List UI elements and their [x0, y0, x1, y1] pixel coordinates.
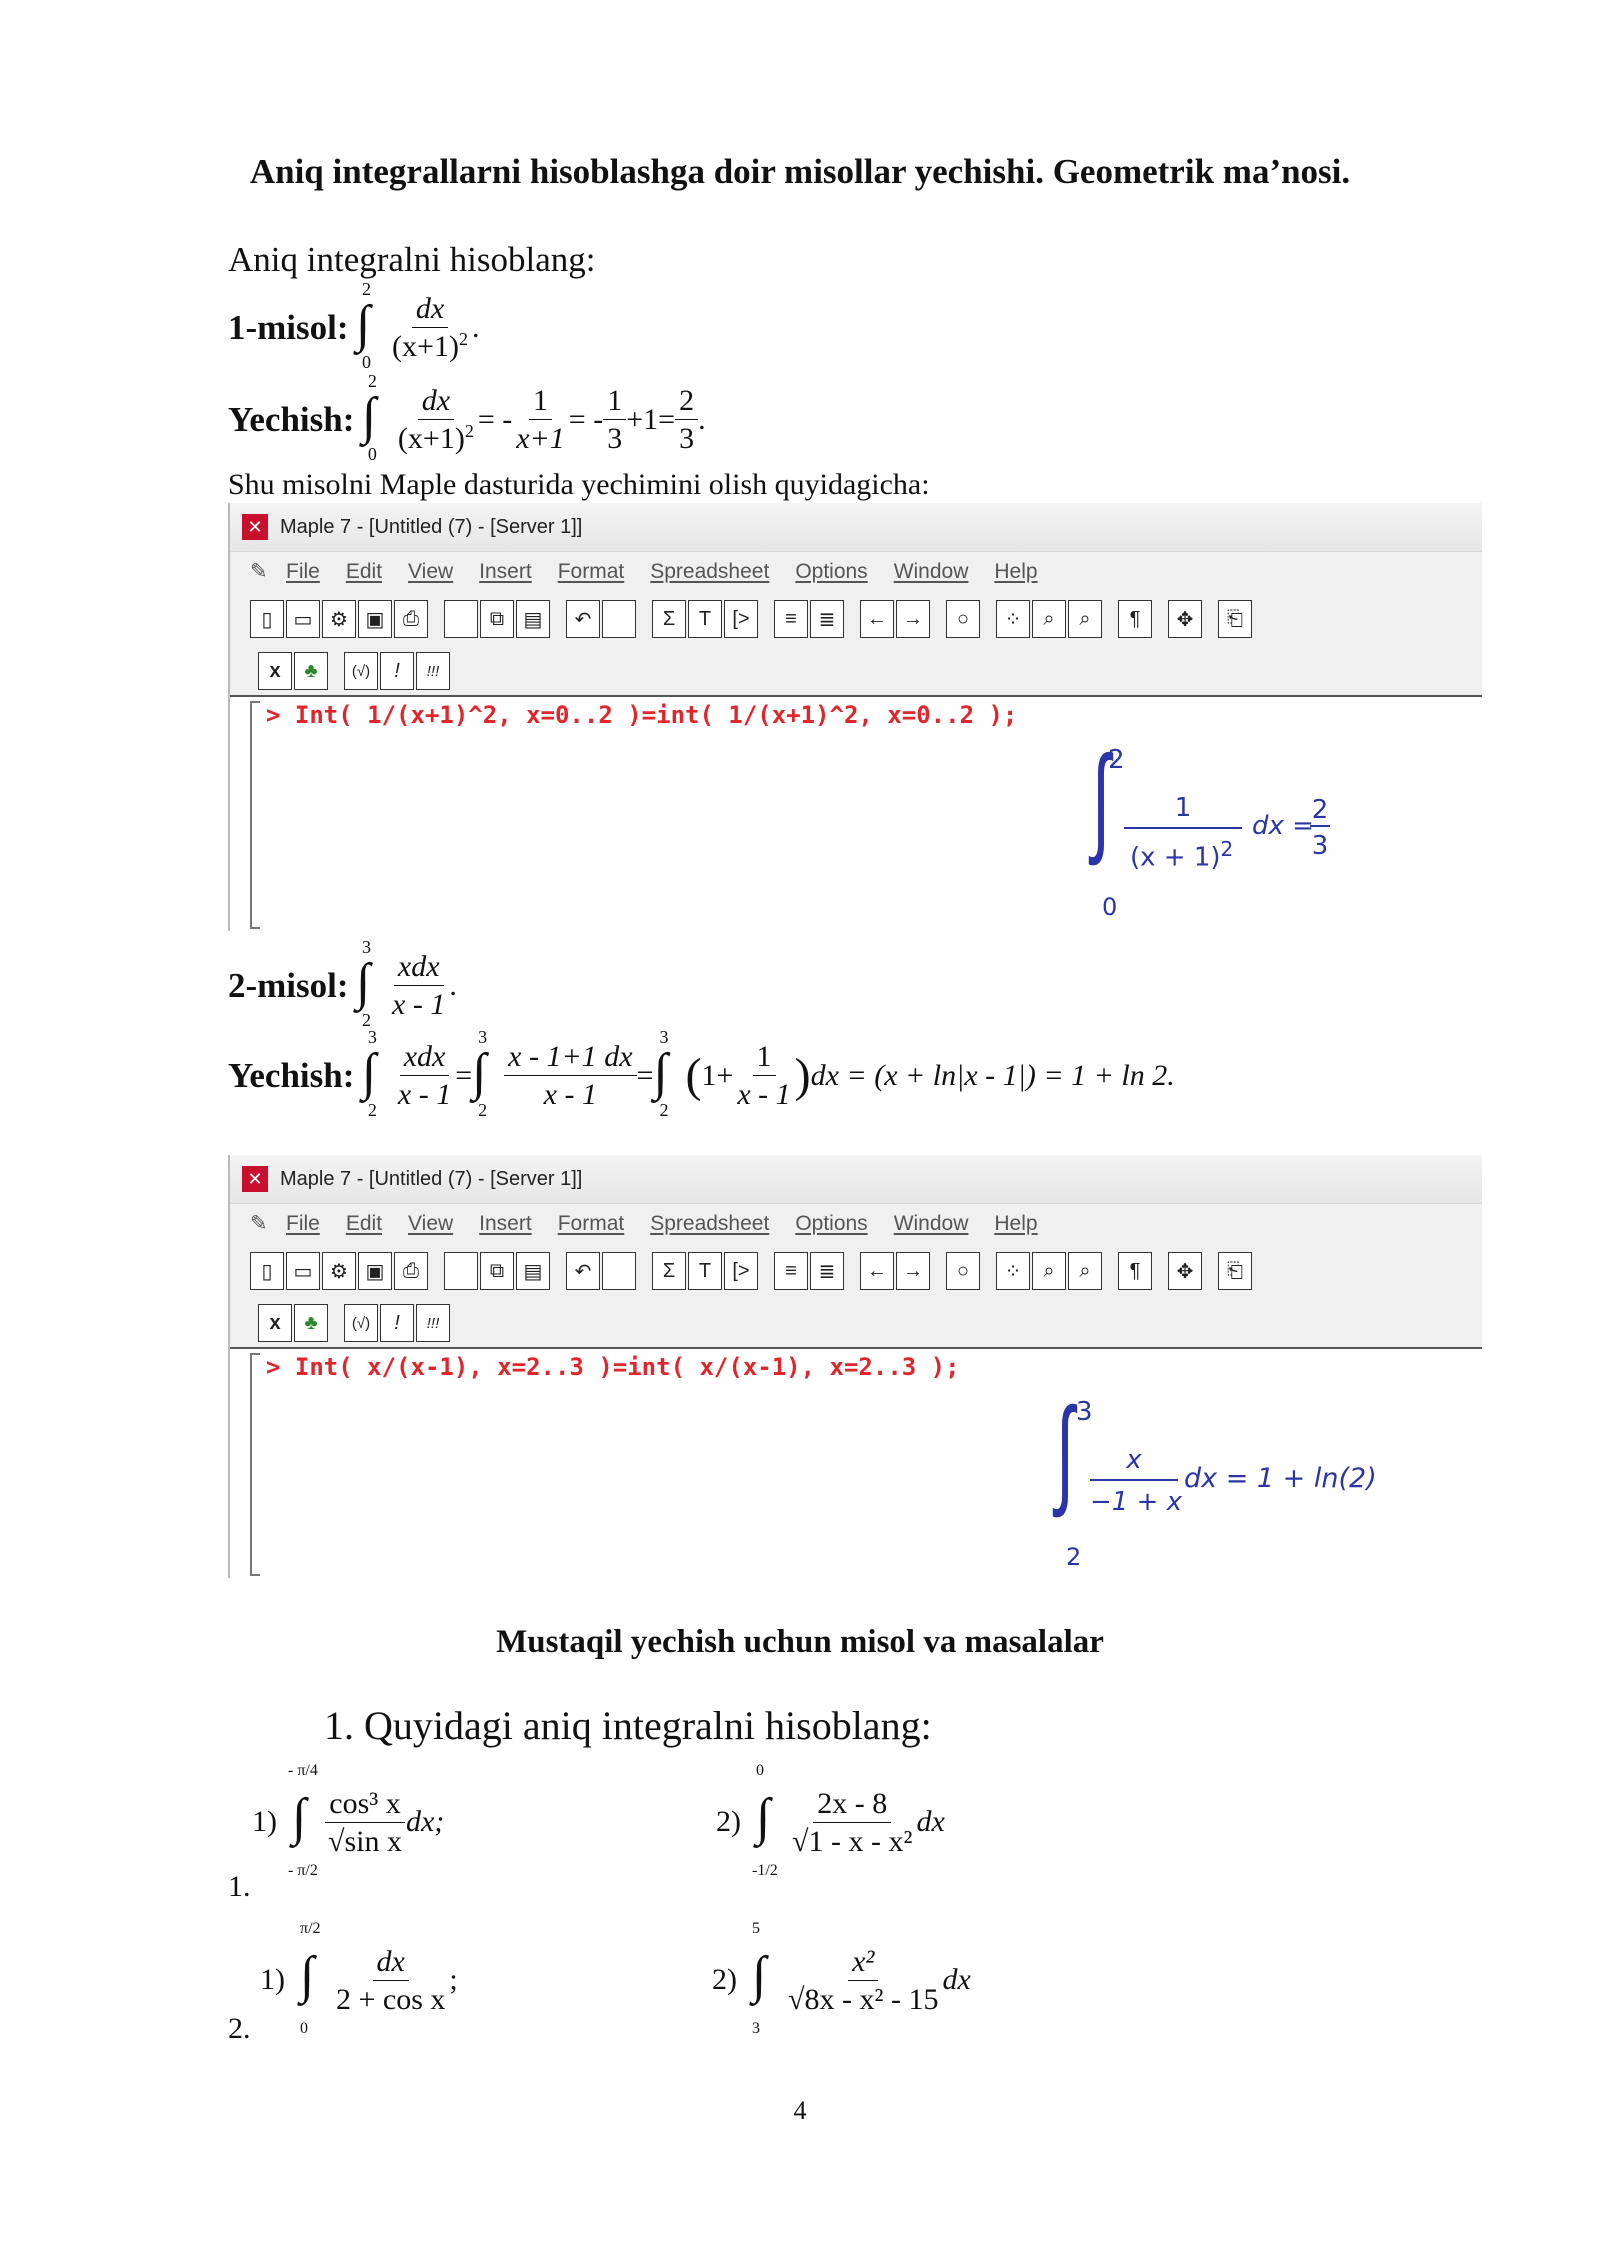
sigma-icon[interactable]: Σ — [652, 1252, 686, 1290]
menu-options[interactable]: Options — [795, 1212, 868, 1235]
blank-button[interactable] — [602, 1252, 636, 1290]
forward-icon[interactable]: → — [896, 600, 930, 638]
solution-1: Yechish: ∫ 2 0 $\frac{dx}{(x+1)^2}$ = - $\frac{1}{x+1}$ = - $\frac{1}{3}$ +1= $\frac{2}{3}$ . — [228, 370, 706, 464]
menu-insert[interactable]: Insert — [479, 1212, 532, 1235]
worksheet[interactable] — [230, 695, 1482, 933]
integral-sign: ∫ 3 2 — [472, 1026, 488, 1120]
fraction: $\frac{1}{3}$ — [603, 384, 626, 455]
fraction-denominator: $(x + 1)^2$ — [1130, 837, 1234, 873]
outdent-icon[interactable]: ≣ — [810, 600, 844, 638]
menu-edit[interactable]: Edit — [345, 1212, 383, 1235]
save-icon[interactable]: ▣ — [358, 600, 392, 638]
menu-window[interactable]: Window — [893, 560, 969, 583]
fraction-denominator: −1 + x — [1090, 1487, 1183, 1517]
undo-icon[interactable]: ↶ — [566, 600, 600, 638]
toolbar — [230, 1244, 1482, 1298]
gear-icon[interactable]: ⚙ — [322, 1252, 356, 1290]
problem-1-1 — [252, 1762, 445, 1879]
maple-logo-icon: ✕ — [242, 514, 268, 540]
menu-insert[interactable]: Insert — [479, 560, 532, 583]
fraction: $\frac{dx}{\text{2 + cos x}}$ — [336, 1944, 446, 2016]
new-icon[interactable]: ▯ — [250, 600, 284, 638]
plus-one: +1= — [626, 402, 676, 436]
execute-icon[interactable]: ! — [380, 1304, 414, 1342]
sigma-icon[interactable]: Σ — [652, 600, 686, 638]
text-icon[interactable]: T — [688, 600, 722, 638]
blank-button[interactable] — [444, 1252, 478, 1290]
back-icon[interactable]: ← — [860, 600, 894, 638]
prompt-icon[interactable]: [> — [724, 1252, 758, 1290]
zoom-out-icon[interactable]: ⌕ — [1068, 1252, 1102, 1290]
problem-label: 1) — [252, 1805, 277, 1838]
fraction-numerator: x — [1090, 1445, 1178, 1481]
integral-sign: ∫ 2 0 — [356, 278, 372, 372]
equals: = - — [477, 402, 513, 436]
problem-label: 1) — [260, 1963, 285, 1996]
problem-tail: ; — [449, 1963, 458, 1996]
maple-window-1 — [228, 503, 1482, 931]
dx-equals: dx = — [1252, 811, 1314, 841]
tree-icon[interactable]: ♣ — [294, 1304, 328, 1342]
group-bracket — [250, 1353, 260, 1576]
fraction: $\frac{1}{x - 1}$ — [737, 1040, 791, 1111]
page-number: 4 — [793, 2096, 807, 2125]
problem-number: 1. — [228, 1870, 251, 1903]
toolbar-2 — [230, 646, 1482, 696]
problem-tail: dx — [916, 1805, 945, 1838]
solution-tail: dx = (x + ln|x - 1|) = 1 + ln 2. — [810, 1058, 1175, 1092]
forward-icon[interactable]: → — [896, 1252, 930, 1290]
window-title: Maple 7 - [Untitled (7) - [Server 1]] — [280, 1167, 583, 1190]
new-icon[interactable]: ▯ — [250, 1252, 284, 1290]
menu-view[interactable]: View — [408, 1212, 454, 1235]
zoom-small-icon[interactable]: ⁘ — [996, 1252, 1030, 1290]
menu-spreadsheet[interactable]: Spreadsheet — [650, 1212, 770, 1235]
toolbar-2 — [230, 1298, 1482, 1348]
window-titlebar — [230, 503, 1482, 551]
menu-options[interactable]: Options — [795, 560, 868, 583]
problem-tail: dx — [942, 1963, 971, 1996]
menu-file[interactable]: File — [286, 560, 320, 583]
problem-label: 2) — [712, 1963, 737, 1996]
result: dx = 1 + ln(2) — [1184, 1463, 1377, 1494]
menu-help[interactable]: Help — [994, 1212, 1038, 1235]
menu-bar — [230, 1203, 1482, 1244]
fraction: $\frac{1}{x+1}$ — [516, 384, 565, 455]
problem-2-2 — [712, 1920, 971, 2037]
maple-command[interactable]: > Int( 1/(x+1)^2, x=0..2 )=int( 1/(x+1)^2, x=0..2 ); — [266, 701, 1018, 729]
text-icon[interactable]: T — [688, 1252, 722, 1290]
fraction: $\frac{x - 1+1 dx}{x - 1}$ — [504, 1040, 636, 1111]
exit-icon[interactable]: ⎗ — [1218, 1252, 1252, 1290]
problem-number: 2. — [228, 2012, 251, 2045]
menu-view[interactable]: View — [408, 560, 454, 583]
menu-bar — [230, 551, 1482, 592]
integral-sign: ∫ — [1056, 1384, 1075, 1518]
document-icon[interactable]: ✎ — [250, 1212, 268, 1235]
menu-edit[interactable]: Edit — [345, 560, 383, 583]
upper-limit: 2 — [1108, 745, 1125, 775]
zoom-out-icon[interactable]: ⌕ — [1068, 600, 1102, 638]
integral-sign: ∫ - π/4 - π/2 — [288, 1762, 318, 1879]
fraction: $\frac{\text{xdx}}{x - 1}$ — [397, 1040, 452, 1111]
document-icon[interactable]: ✎ — [250, 560, 268, 583]
window-title: Maple 7 - [Untitled (7) - [Server 1]] — [280, 515, 583, 538]
integral-sign: ∫ π/2 0 — [300, 1920, 321, 2037]
pilcrow-icon[interactable]: ¶ — [1118, 1252, 1152, 1290]
solution-label: Yechish: — [228, 399, 355, 439]
menu-spreadsheet[interactable]: Spreadsheet — [650, 560, 770, 583]
group-bracket — [250, 701, 260, 929]
execute-all-icon[interactable]: !!! — [416, 652, 450, 690]
section-heading: Mustaqil yechish uchun misol va masalalar — [496, 1624, 1104, 1660]
pilcrow-icon[interactable]: ¶ — [1118, 600, 1152, 638]
maple-command[interactable]: > Int( x/(x-1), x=2..3 )=int( x/(x-1), x=2..3 ); — [266, 1353, 960, 1381]
fraction-numerator: 1 — [1124, 793, 1242, 829]
check-icon[interactable]: (√) — [344, 652, 378, 690]
fraction: $\frac{2x - 8}{\text{√1 - x - x²}}$ — [792, 1786, 913, 1858]
undo-icon[interactable]: ↶ — [566, 1252, 600, 1290]
stop-icon[interactable]: ○ — [946, 600, 980, 638]
zoom-small-icon[interactable]: ⁘ — [996, 600, 1030, 638]
blank-button[interactable] — [444, 600, 478, 638]
maple-window-2 — [228, 1155, 1482, 1578]
zoom-in-icon[interactable]: ⌕ — [1032, 1252, 1066, 1290]
lower-limit: 0 — [1102, 893, 1118, 921]
example-label: 1-misol: — [228, 307, 349, 347]
maple-logo-icon: ✕ — [242, 1166, 268, 1192]
fraction: $\frac{2}{3}$ — [675, 384, 698, 455]
result-denominator: 3 — [1311, 831, 1329, 861]
menu-help[interactable]: Help — [994, 560, 1038, 583]
window-titlebar — [230, 1155, 1482, 1203]
print-icon[interactable]: ⎙ — [394, 1252, 428, 1290]
menu-format[interactable]: Format — [557, 1212, 625, 1235]
solution-2: Yechish: ∫ 3 2 $\frac{\text{xdx}}{x - 1}$ = ∫ 3 2 $\frac{x - 1+1 dx}{x - 1}$ = ∫ 3 2 ( 1+ $\frac{1}{x - 1}$ ) dx = (x + ln|x - 1|) = 1 + ln 2. — [228, 1026, 1175, 1120]
stop-execution-icon[interactable]: x — [258, 652, 292, 690]
intro-text: Aniq integralni hisoblang: — [228, 240, 596, 279]
gear-icon[interactable]: ⚙ — [322, 600, 356, 638]
prompt-icon[interactable]: [> — [724, 600, 758, 638]
execute-all-icon[interactable]: !!! — [416, 1304, 450, 1342]
toolbar — [230, 592, 1482, 646]
execute-icon[interactable]: ! — [380, 652, 414, 690]
task-heading: 1. Quyidagi aniq integralni hisoblang: — [324, 1703, 932, 1748]
blank-button[interactable] — [602, 600, 636, 638]
copy-icon[interactable]: ⧉ — [480, 1252, 514, 1290]
integral-sign: ∫ 3 2 — [653, 1026, 669, 1120]
fraction: $\frac{\text{x²}}{\text{√8x - x² - 15}}$ — [788, 1944, 939, 2016]
menu-format[interactable]: Format — [557, 560, 625, 583]
fraction: $\frac{\text{xdx}}{x - 1}$ — [392, 950, 446, 1021]
open-icon[interactable]: ▭ — [286, 1252, 320, 1290]
problem-1-2 — [716, 1762, 945, 1879]
integral-sign: ∫ 3 2 — [356, 936, 372, 1030]
paste-icon[interactable]: ▤ — [516, 600, 550, 638]
move-icon[interactable]: ✥ — [1168, 1252, 1202, 1290]
paren-term: 1+ — [701, 1058, 734, 1092]
integral-sign: ∫ 3 2 — [361, 1026, 377, 1120]
solution-label: Yechish: — [228, 1055, 355, 1095]
move-icon[interactable]: ✥ — [1168, 600, 1202, 638]
open-icon[interactable]: ▭ — [286, 600, 320, 638]
problem-label: 2) — [716, 1805, 741, 1838]
integral-sign: ∫ 5 3 — [752, 1920, 767, 2037]
lower-limit: 2 — [1066, 1543, 1082, 1571]
example-1: 1-misol: ∫ 2 0 $\frac{dx}{(x+1)^2}$ . — [228, 278, 480, 372]
example-2: 2-misol: ∫ 3 2 $\frac{\text{xdx}}{x - 1}$ . — [228, 936, 457, 1030]
save-icon[interactable]: ▣ — [358, 1252, 392, 1290]
example-label: 2-misol: — [228, 965, 349, 1005]
fraction: $\frac{\text{cos³ x}}{\text{√sin x}}$ — [324, 1787, 406, 1858]
indent-icon[interactable]: ≡ — [774, 1252, 808, 1290]
zoom-in-icon[interactable]: ⌕ — [1032, 600, 1066, 638]
paste-icon[interactable]: ▤ — [516, 1252, 550, 1290]
problem-2-1 — [260, 1920, 458, 2037]
check-icon[interactable]: (√) — [344, 1304, 378, 1342]
result-numerator: 2 — [1311, 795, 1329, 825]
stop-execution-icon[interactable]: x — [258, 1304, 292, 1342]
menu-file[interactable]: File — [286, 1212, 320, 1235]
copy-icon[interactable]: ⧉ — [480, 600, 514, 638]
page-title: Aniq integrallarni hisoblashga doir misollar yechishi. Geometrik ma’nosi. — [249, 152, 1351, 191]
integral-sign: ∫ — [1092, 732, 1111, 866]
fraction: $\frac{dx}{(x+1)^2}$ — [397, 384, 474, 455]
back-icon[interactable]: ← — [860, 1252, 894, 1290]
print-icon[interactable]: ⎙ — [394, 600, 428, 638]
tree-icon[interactable]: ♣ — [294, 652, 328, 690]
menu-window[interactable]: Window — [893, 1212, 969, 1235]
exit-icon[interactable]: ⎗ — [1218, 600, 1252, 638]
stop-icon[interactable]: ○ — [946, 1252, 980, 1290]
worksheet[interactable] — [230, 1347, 1482, 1580]
indent-icon[interactable]: ≡ — [774, 600, 808, 638]
fraction: $\frac{dx}{(x+1)^2}$ — [392, 292, 468, 363]
problem-tail: dx; — [405, 1805, 445, 1838]
upper-limit: 3 — [1076, 1397, 1093, 1427]
integral-sign: ∫ 0 -1/2 — [752, 1762, 778, 1879]
equals: = - — [568, 402, 604, 436]
maple-intro: Shu misolni Maple dasturida yechimini olish quyidagicha: — [228, 468, 930, 501]
integral-sign: ∫ 2 0 — [361, 370, 377, 464]
outdent-icon[interactable]: ≣ — [810, 1252, 844, 1290]
